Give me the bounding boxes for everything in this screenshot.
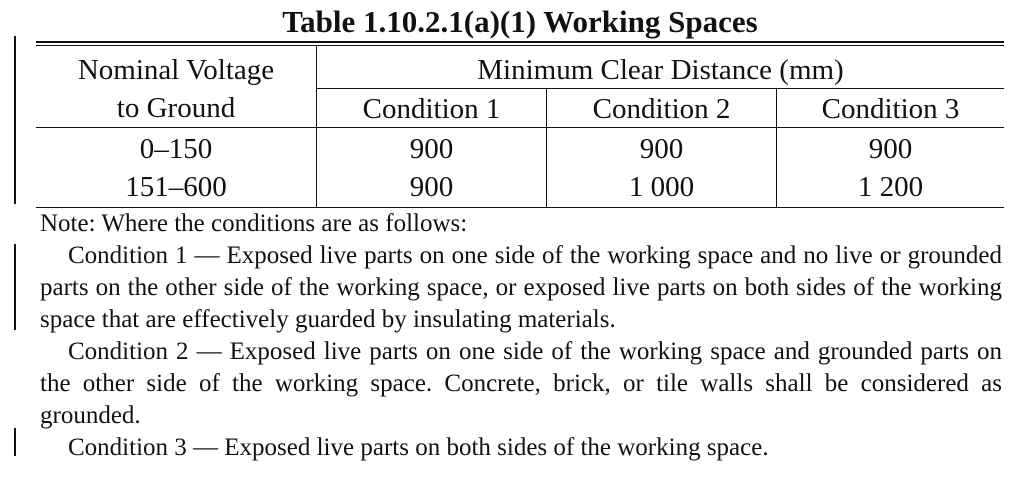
row-1-condition-3: 900 xyxy=(868,133,913,165)
change-bar xyxy=(14,244,16,330)
header-condition-1: Condition 1 xyxy=(362,93,501,125)
row-2-condition-2: 1 000 xyxy=(628,171,695,203)
header-condition-3: Condition 3 xyxy=(821,93,960,125)
header-min-clear-distance: Minimum Clear Distance (mm) xyxy=(477,54,844,86)
row-2-condition-3: 1 200 xyxy=(857,171,924,203)
table-title: Table 1.10.2.1(a)(1) Working Spaces xyxy=(282,4,758,39)
note-condition-2: Condition 2 — Exposed live parts on one side of the working space and grounded parts on the other side of the working space. Concrete, brick, or tile walls shall be considered as grounded. xyxy=(40,338,1002,429)
row-2-voltage: 151–600 xyxy=(125,171,227,203)
row-1-condition-1: 900 xyxy=(409,133,454,165)
note-condition-3: Condition 3 — Exposed live parts on both sides of the working space. xyxy=(68,434,769,461)
row-1-voltage: 0–150 xyxy=(139,133,213,165)
table-top-rule-thin xyxy=(36,45,1004,46)
row-1-condition-2: 900 xyxy=(639,133,684,165)
note-condition-1: Condition 1 — Exposed live parts on one side of the working space and no live or grounded parts on the other side of the working space, or exposed live parts on both sides of the working space that are effectively guarded by insulating materials. xyxy=(40,242,1002,333)
table-note xyxy=(40,208,1002,464)
note-heading: Note: Where the conditions are as follows: xyxy=(40,210,468,237)
table-top-rule xyxy=(36,41,1004,43)
row-2-condition-1: 900 xyxy=(409,171,454,203)
header-nominal-voltage-line2: to Ground xyxy=(116,92,236,124)
change-bar xyxy=(14,428,16,456)
header-condition-2: Condition 2 xyxy=(592,93,731,125)
change-bar xyxy=(14,36,16,204)
header-nominal-voltage: Nominal Voltage xyxy=(77,54,275,86)
